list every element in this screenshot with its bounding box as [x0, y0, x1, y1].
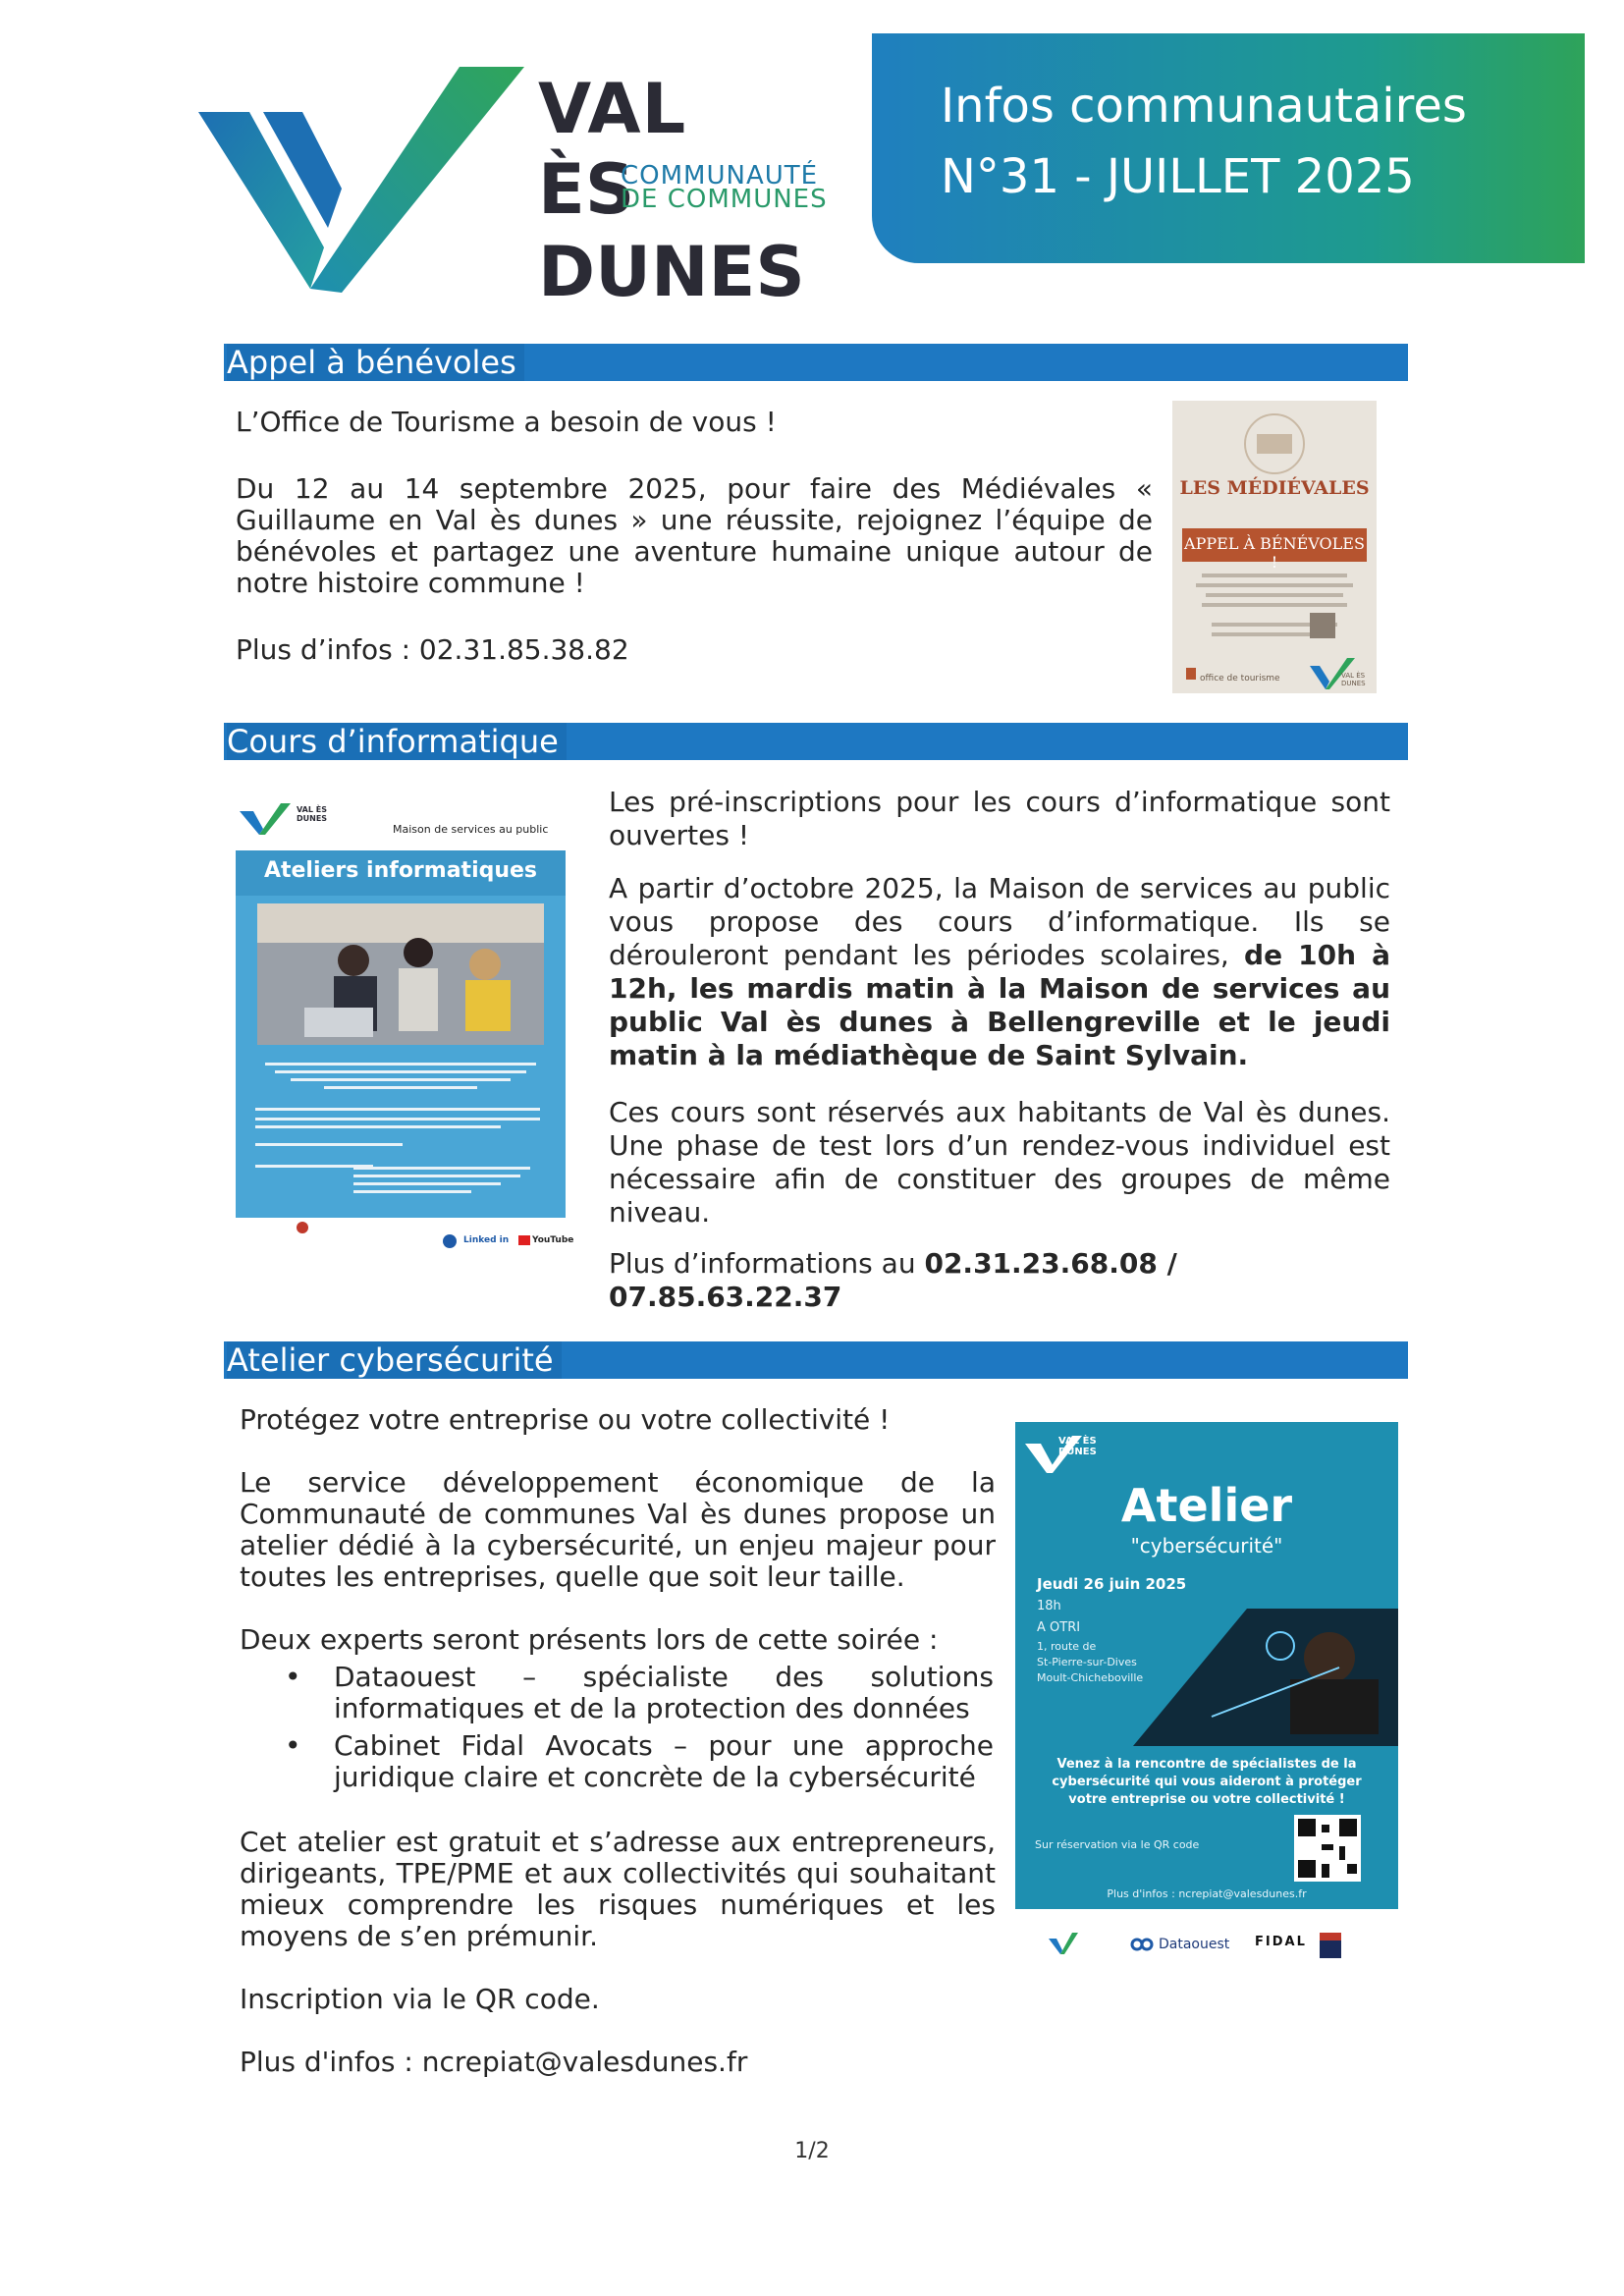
- poster-medievales-footer-left: office de tourisme: [1200, 674, 1280, 683]
- poster-cyber-brand: VAL ÈS DUNES: [1058, 1436, 1097, 1457]
- poster-medievales-title: LES MÉDIÉVALES: [1179, 477, 1370, 499]
- cyber-experts-list: [240, 1662, 994, 1793]
- brand-line-val: VAL: [538, 69, 687, 149]
- informatique-contact-phones: 02.31.23.68.08 / 07.85.63.22.37: [609, 1247, 1177, 1313]
- poster-cyber-qr-label: Sur réservation via le QR code: [1035, 1838, 1200, 1851]
- poster-medievales-banner: APPEL À BÉNÉVOLES !: [1184, 534, 1365, 572]
- page-number: 1/2: [794, 2139, 830, 2163]
- informatique-schedule-text: A partir d’octobre 2025, la Maison de services au public vous propose des cours d’informatique. Ils se dérouleront pendant les périodes scolaires,: [609, 872, 1390, 971]
- brand-line-dunes: DUNES: [538, 232, 805, 312]
- section-bar-cyber: [224, 1341, 1408, 1379]
- section-title-benevoles: Appel à bénévoles: [227, 344, 524, 381]
- brand-subtitle-de-communes: DE COMMUNES: [621, 185, 828, 214]
- cyber-audience: Cet atelier est gratuit et s’adresse aux entrepreneurs, dirigeants, TPE/PME et aux collectivités qui souhaitant mieux comprendre les risques numériques et les moyens de s’en prémunir.: [240, 1826, 996, 1952]
- cyber-intro: Protégez votre entreprise ou votre collectivité !: [240, 1403, 891, 1436]
- poster-cyber-time: 18h: [1037, 1599, 1061, 1613]
- cyber-contact: Plus d'infos : ncrepiat@valesdunes.fr: [240, 2046, 748, 2078]
- poster-medievales: [1172, 401, 1377, 693]
- poster-ateliers-youtube: YouTube: [532, 1235, 574, 1245]
- brand-line-es: ÈS: [538, 149, 635, 230]
- poster-medievales-footer-right: VAL ÈS DUNES: [1341, 672, 1366, 687]
- section-title-informatique: Cours d’informatique: [227, 723, 567, 760]
- val-es-dunes-logo: [194, 61, 528, 306]
- poster-cyber-place: A OTRI: [1037, 1620, 1081, 1635]
- informatique-contact-label: Plus d’informations au: [609, 1247, 925, 1280]
- cyber-body: Le service développement économique de la Communauté de communes Val ès dunes propose un atelier dédié à la cybersécurité, un enjeu majeur pour toutes les entreprises, quelle que soit leur taille.: [240, 1466, 996, 1593]
- header-title-box: [872, 33, 1585, 263]
- benevoles-body: Du 12 au 14 septembre 2025, pour faire des Médiévales « Guillaume en Val ès dunes » une réussite, rejoignez l’équipe de bénévoles et partagez une aventure humaine unique autour de notre histoire commune !: [236, 472, 1153, 599]
- section-title-cyber: Atelier cybersécurité: [227, 1341, 562, 1379]
- poster-ateliers-brand: VAL ÈS DUNES: [297, 805, 328, 823]
- cyber-experts-intro: Deux experts seront présents lors de cette soirée :: [240, 1623, 939, 1656]
- poster-cyber-address: 1, route de: [1037, 1640, 1097, 1653]
- informatique-intro: Les pré-inscriptions pour les cours d’informatique sont ouvertes !: [609, 786, 1390, 851]
- informatique-contact: [609, 1247, 1394, 1314]
- section-bar-informatique: [224, 723, 1408, 760]
- header-title: Infos communautaires: [941, 79, 1467, 134]
- poster-cyber-title: Atelier: [1120, 1479, 1293, 1532]
- benevoles-intro: L’Office de Tourisme a besoin de vous !: [236, 406, 777, 438]
- cyber-registration: Inscription via le QR code.: [240, 1983, 600, 2015]
- brand-subtitle-communaute: COMMUNAUTÉ: [621, 161, 819, 191]
- cyber-expert-item: • Dataouest – spécialiste des solutions informatiques et de la protection des données: [240, 1662, 994, 1724]
- poster-ateliers-partner: Maison de services au public: [393, 823, 549, 836]
- poster-ateliers-linkedin: Linked in: [463, 1235, 510, 1245]
- poster-cyber-body: Venez à la rencontre de spécialistes de la cybersécurité qui vous aideront à protéger votre entreprise ou votre collectivité !: [1052, 1757, 1362, 1807]
- poster-cyber-subtitle: "cybersécurité": [1130, 1534, 1283, 1558]
- poster-cyber-sponsor-fidal: FIDAL: [1255, 1935, 1307, 1949]
- informatique-schedule: [609, 872, 1390, 1072]
- informatique-schedule-bold: de 10h à 12h, les mardis matin à la Maison de services au public Val ès dunes à Bellengreville et le jeudi matin à la médiathèque de Saint Sylvain.: [609, 939, 1390, 1071]
- cyber-expert-item: • Cabinet Fidal Avocats – pour une approche juridique claire et concrète de la cybersécurité: [240, 1730, 994, 1793]
- section-bar-benevoles: [224, 344, 1408, 381]
- poster-cyber-infos: Plus d'infos : ncrepiat@valesdunes.fr: [1107, 1887, 1307, 1900]
- poster-ateliers-informatiques: [236, 795, 574, 1257]
- header-issue: N°31 - JUILLET 2025: [941, 149, 1415, 204]
- poster-ateliers-title: Ateliers informatiques: [263, 858, 538, 883]
- poster-atelier-cybersecurite: [1015, 1422, 1398, 1962]
- poster-cyber-town: Moult-Chicheboville: [1037, 1671, 1144, 1684]
- benevoles-contact: Plus d’infos : 02.31.85.38.82: [236, 633, 629, 666]
- poster-cyber-address: St-Pierre-sur-Dives: [1037, 1656, 1137, 1668]
- informatique-conditions: Ces cours sont réservés aux habitants de Val ès dunes. Une phase de test lors d’un rendez-vous individuel est nécessaire afin de constituer des groupes de même niveau.: [609, 1096, 1390, 1229]
- poster-cyber-date: Jeudi 26 juin 2025: [1037, 1575, 1187, 1593]
- poster-cyber-sponsor-dataouest: Dataouest: [1159, 1937, 1230, 1952]
